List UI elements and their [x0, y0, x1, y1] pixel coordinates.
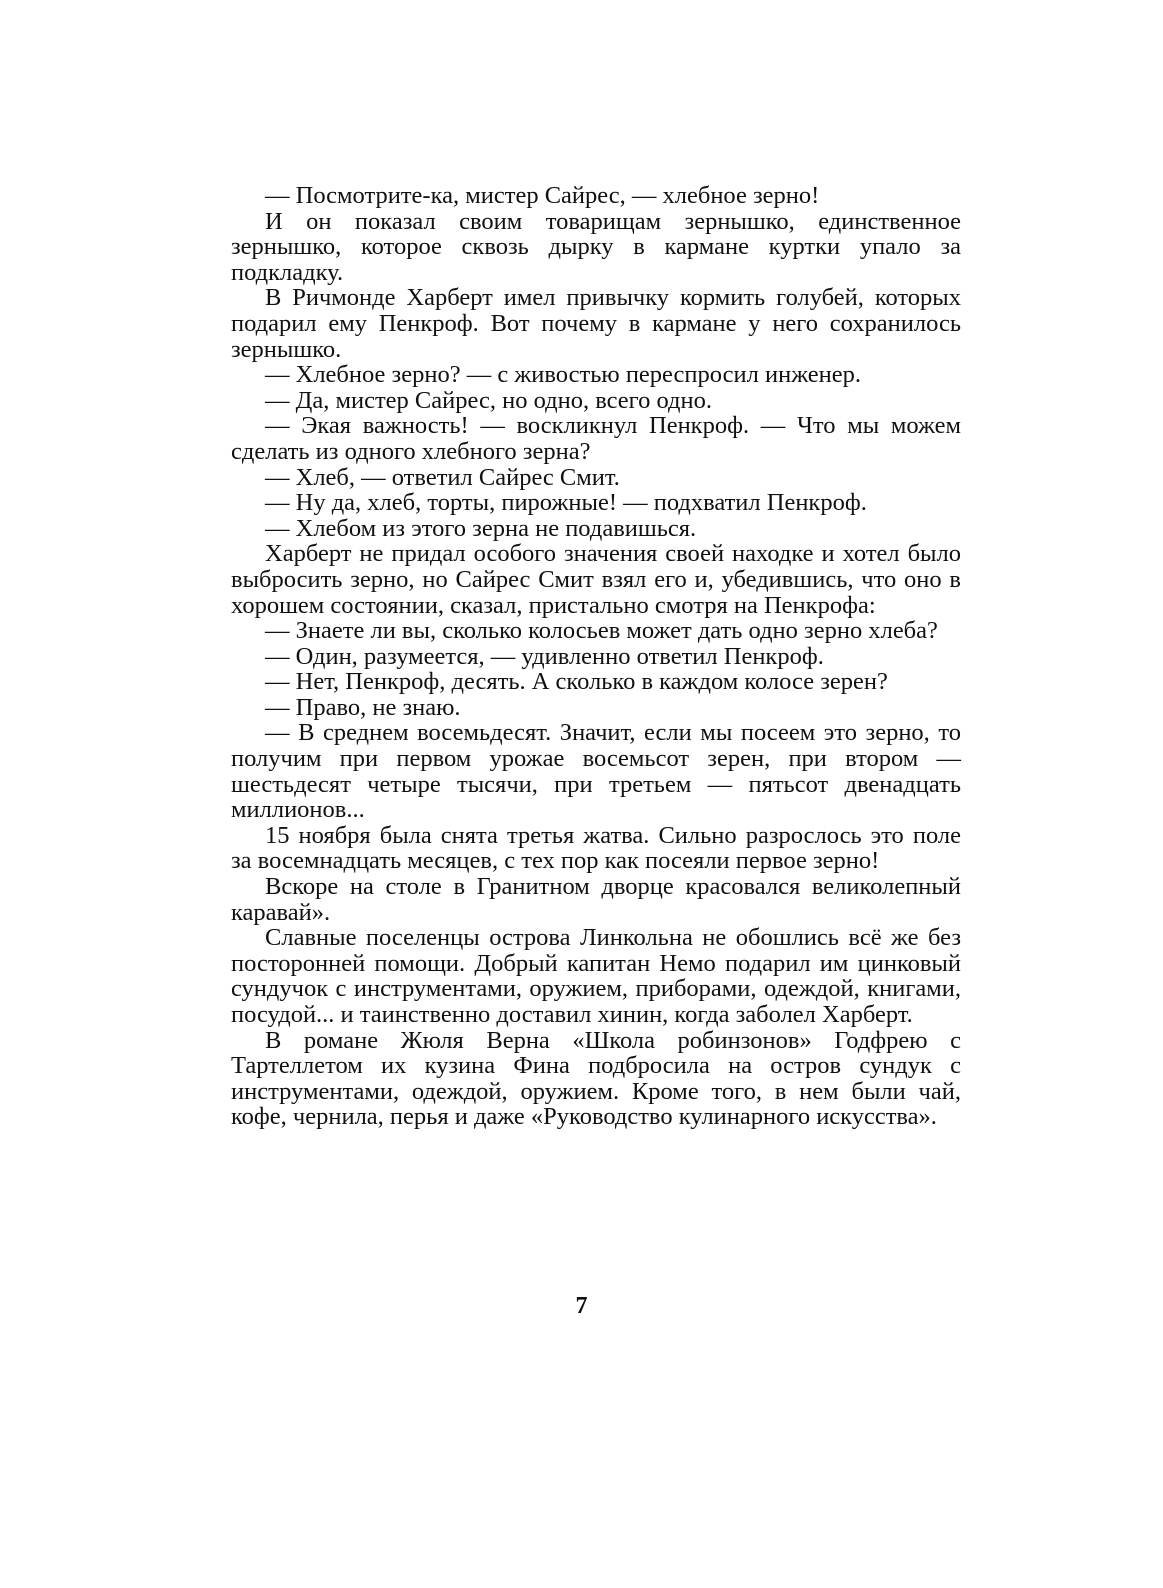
paragraph: — Ну да, хлеб, торты, пирожные! — подхватил Пенкроф. [265, 489, 867, 517]
paragraph: 15 ноября была снята третья жатва. Сильно разрослось это поле за восемнадцать месяцев, с тех пор как посеяли первое зерно! [231, 821, 961, 875]
paragraph: В Ричмонде Харберт имел привычку кормить голубей, которых подарил ему Пенкроф. Вот почему в кармане у него сохранилось зернышко. [231, 284, 961, 363]
paragraph: — Хлеб, — ответил Сайрес Смит. [265, 463, 620, 491]
paragraph: — Экая важность! — воскликнул Пенкроф. — Что мы можем сделать из одного хлебного зерна? [231, 412, 961, 465]
paragraph: В романе Жюля Верна «Школа робинзонов» Годфрею с Тартеллетом их кузина Фина подбросила на остров сундук с инструментами, одеждой, оружием. Кроме того, в нем были чай, кофе, чернила, перья и даже «Руководство кулинарного искусства». [231, 1026, 961, 1131]
paragraph: — Знаете ли вы, сколько колосьев может дать одно зерно хлеба? [265, 617, 938, 645]
paragraph: И он показал своим товарищам зернышко, единственное зернышко, которое сквозь дырку в кармане куртки упало за подкладку. [231, 207, 961, 286]
paragraph: — Да, мистер Сайрес, но одно, всего одно. [265, 386, 712, 414]
paragraph: Вскоре на столе в Гранитном дворце красовался великолепный каравай». [231, 873, 961, 926]
paragraph: — Нет, Пенкроф, десять. А сколько в каждом колосе зерен? [265, 668, 888, 696]
paragraph: — Один, разумеется, — удивленно ответил Пенкроф. [265, 642, 824, 670]
paragraph: Славные поселенцы острова Линкольна не обошлись всё же без посторонней помощи. Добрый капитан Немо подарил им цинковый сундучок с инструментами, оружием, приборами, одеждой, книгами, посудой... и таинственно доставил хинин, когда заболел Харберт. [231, 924, 961, 1028]
paragraph: — Хлебное зерно? — с живостью переспросил инженер. [265, 361, 862, 389]
paragraph: — Посмотрите-ка, мистер Сайрес, — хлебное зерно! [265, 182, 820, 209]
paragraph: — Хлебом из этого зерна не подавишься. [265, 514, 697, 542]
paragraph: — В среднем восемьдесят. Значит, если мы посеем это зерно, то получим при первом урожае восемьсот зерен, при втором — шестьдесят четыре тысячи, при третьем — пятьсот двенадцать миллионов... [231, 719, 961, 824]
paragraph: — Право, не знаю. [265, 693, 461, 721]
paragraph: Харберт не придал особого значения своей находке и хотел было выбросить зерно, но Сайрес Смит взял его и, убедившись, что оно в хорошем состоянии, сказал, пристально смотря на Пенкрофа: [231, 540, 961, 619]
page-number: 7 [575, 1293, 588, 1319]
body-text [231, 183, 961, 1130]
